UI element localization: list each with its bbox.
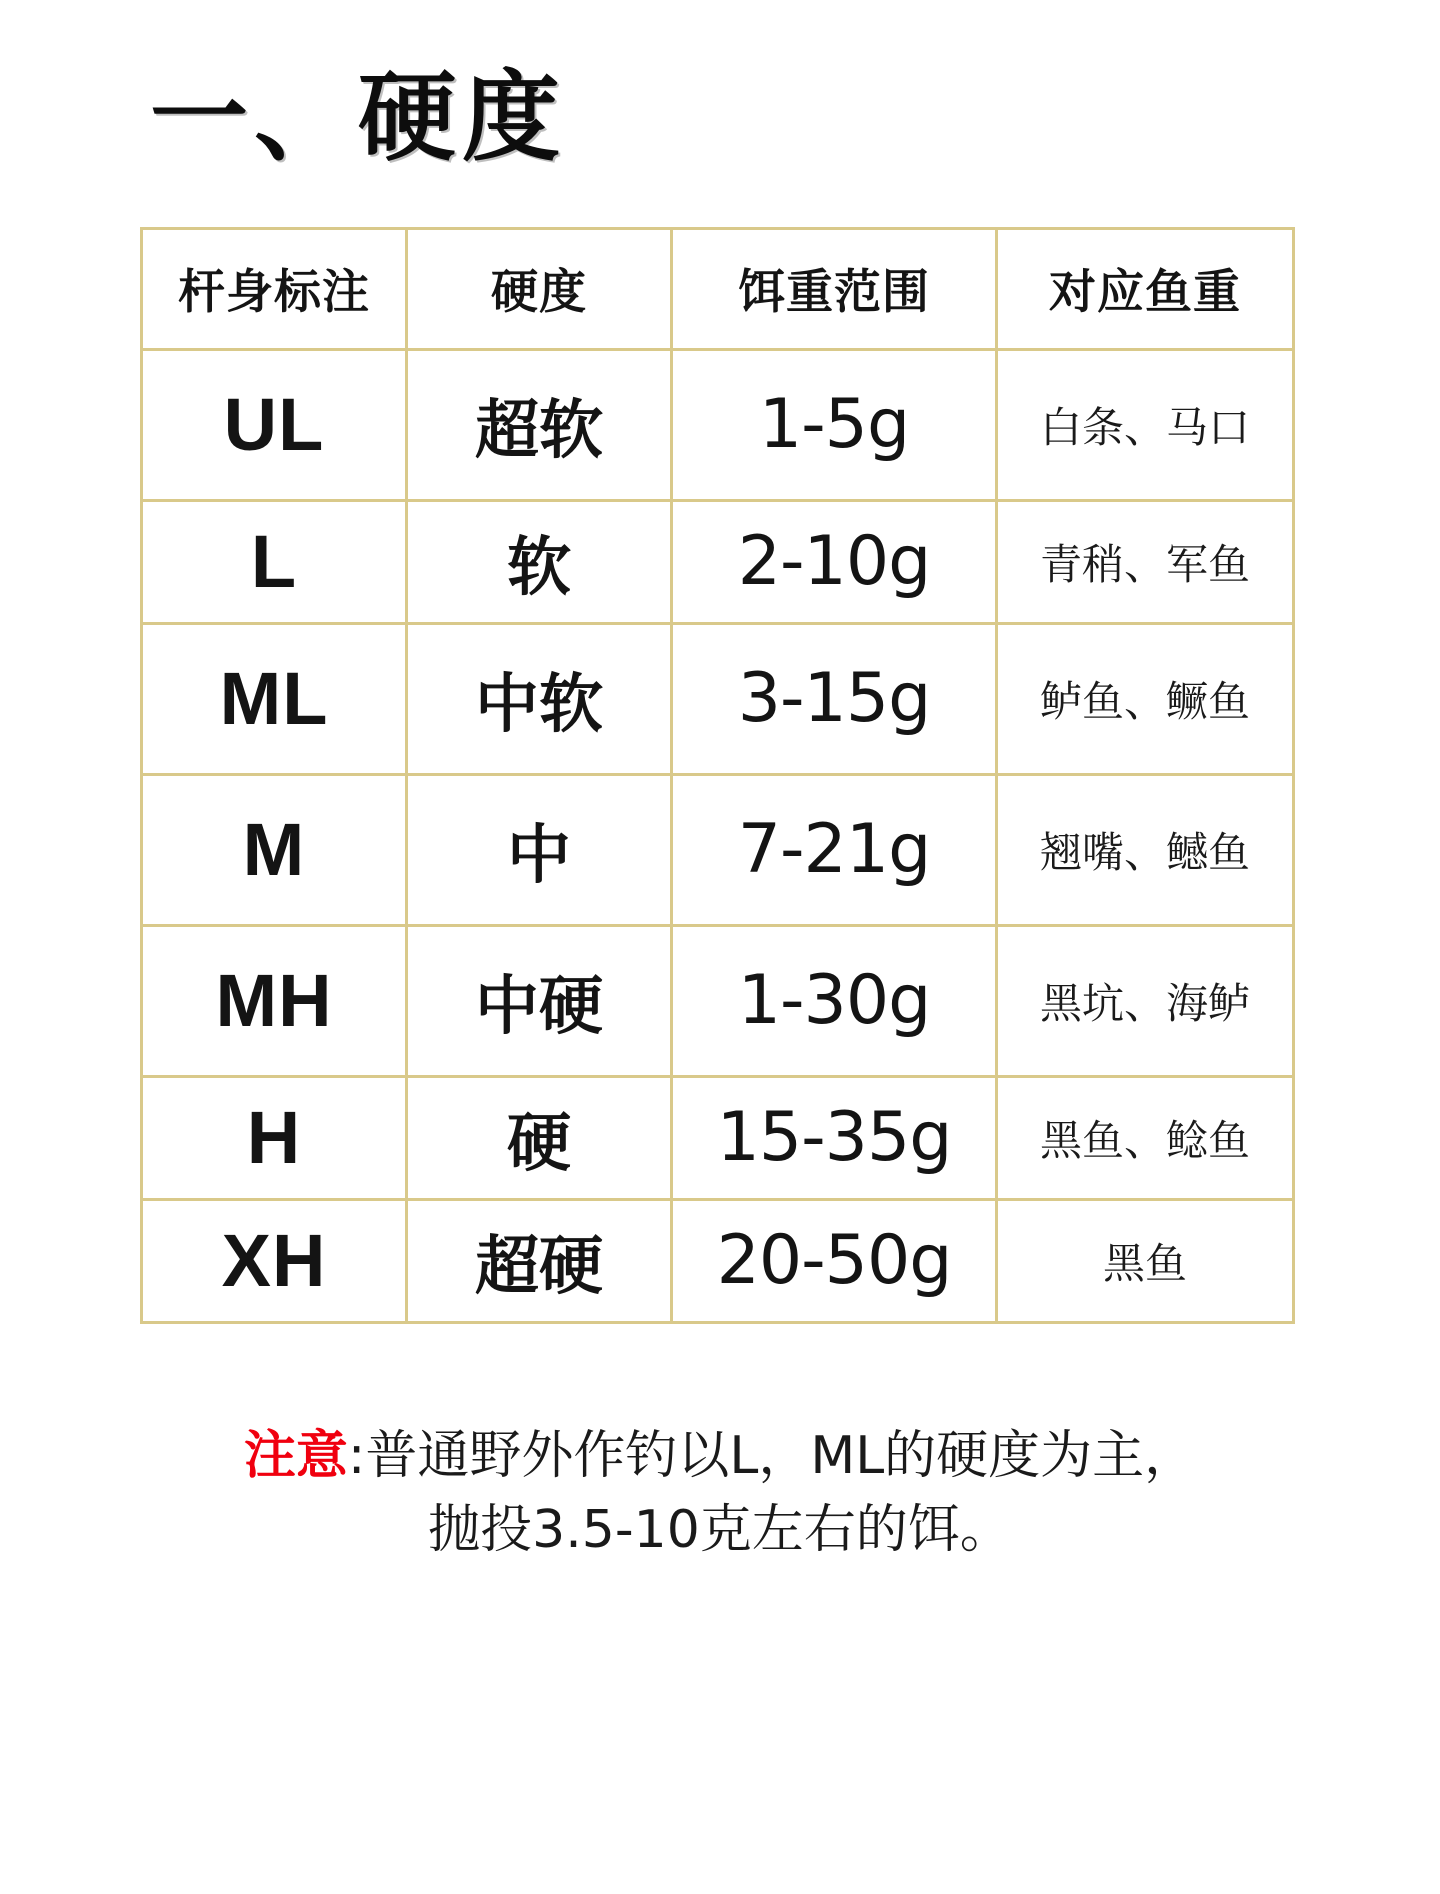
- cell-fish: 青稍、军鱼: [997, 500, 1294, 623]
- hardness-table: [140, 227, 1295, 1324]
- cell-lure-weight: 20-50g: [672, 1199, 997, 1322]
- cell-lure-weight: 2-10g: [672, 500, 997, 623]
- note-label: 注意: [243, 1425, 348, 1486]
- cell-hardness: 超硬: [407, 1199, 672, 1322]
- note-line-2: 抛投3.5-10克左右的饵。: [428, 1499, 1012, 1560]
- cell-hardness: 硬: [407, 1076, 672, 1199]
- table-row: [142, 500, 1294, 623]
- cell-fish: 白条、马口: [997, 349, 1294, 500]
- cell-hardness: 超软: [407, 349, 672, 500]
- cell-lure-weight: 3-15g: [672, 623, 997, 774]
- cell-code: ML: [142, 623, 407, 774]
- cell-code: UL: [142, 349, 407, 500]
- table-row: [142, 925, 1294, 1076]
- table-header-row: [142, 228, 1294, 349]
- table-row: [142, 349, 1294, 500]
- cell-hardness: 中软: [407, 623, 672, 774]
- cell-fish: 黑鱼: [997, 1199, 1294, 1322]
- note-block: [140, 1420, 1300, 1568]
- table-row: [142, 1199, 1294, 1322]
- cell-hardness: 软: [407, 500, 672, 623]
- cell-lure-weight: 1-30g: [672, 925, 997, 1076]
- cell-hardness: 中: [407, 774, 672, 925]
- table-row: [142, 1076, 1294, 1199]
- column-header-hardness: 硬度: [407, 228, 672, 349]
- note-line-1: :普通野外作钓以L，ML的硬度为主，: [347, 1425, 1197, 1486]
- cell-code: L: [142, 500, 407, 623]
- table-row: [142, 774, 1294, 925]
- cell-lure-weight: 1-5g: [672, 349, 997, 500]
- cell-fish: 黑坑、海鲈: [997, 925, 1294, 1076]
- cell-fish: 翘嘴、鳡鱼: [997, 774, 1294, 925]
- cell-fish: 黑鱼、鲶鱼: [997, 1076, 1294, 1199]
- cell-lure-weight: 15-35g: [672, 1076, 997, 1199]
- column-header-lure-weight: 饵重范围: [672, 228, 997, 349]
- column-header-fish-weight: 对应鱼重: [997, 228, 1294, 349]
- cell-code: H: [142, 1076, 407, 1199]
- cell-hardness: 中硬: [407, 925, 672, 1076]
- page-title: 一、硬度: [150, 60, 567, 175]
- table-row: [142, 623, 1294, 774]
- cell-lure-weight: 7-21g: [672, 774, 997, 925]
- cell-code: MH: [142, 925, 407, 1076]
- cell-code: M: [142, 774, 407, 925]
- cell-fish: 鲈鱼、鳜鱼: [997, 623, 1294, 774]
- column-header-rod-marking: 杆身标注: [142, 228, 407, 349]
- cell-code: XH: [142, 1199, 407, 1322]
